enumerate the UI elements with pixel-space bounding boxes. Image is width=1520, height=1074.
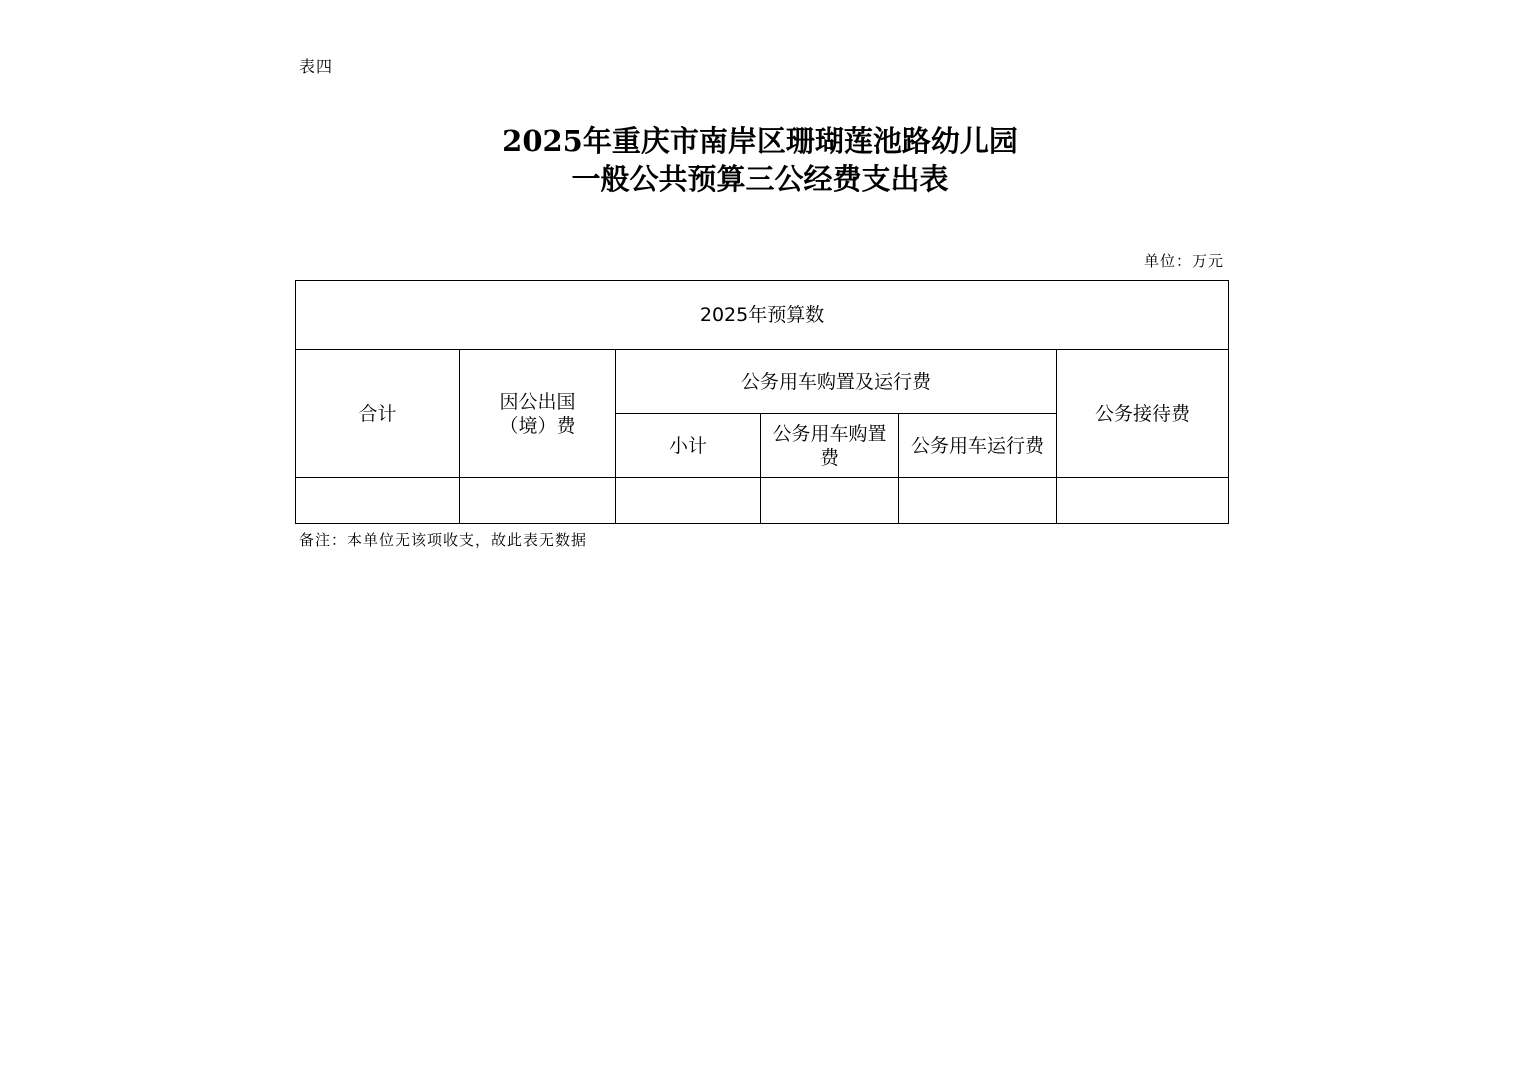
- header-budget-year: 2025年预算数: [296, 281, 1229, 350]
- header-overseas: [460, 350, 616, 478]
- header-overseas-line-2: （境）费: [499, 414, 576, 437]
- header-total: 合计: [296, 350, 460, 478]
- header-vehicle-purchase-line-1: 公务用车购置: [772, 422, 887, 445]
- cell-total: [296, 478, 460, 524]
- expense-table: [295, 280, 1229, 524]
- remark-note: 备注：本单位无该项收支，故此表无数据: [299, 531, 588, 549]
- header-vehicle-subtotal: 小计: [616, 414, 761, 478]
- page-title: [0, 122, 1520, 198]
- title-line-2: 一般公共预算三公经费支出表: [571, 162, 949, 196]
- table-row: [296, 478, 1229, 524]
- header-reception: 公务接待费: [1057, 350, 1229, 478]
- cell-overseas: [460, 478, 616, 524]
- cell-vehicle-purchase: [761, 478, 899, 524]
- header-vehicle-purchase-line-2: 费: [819, 446, 839, 469]
- header-vehicle-operation: 公务用车运行费: [899, 414, 1057, 478]
- cell-vehicle-subtotal: [616, 478, 761, 524]
- header-vehicle-purchase: [761, 414, 899, 478]
- header-overseas-line-1: 因公出国: [499, 390, 576, 413]
- cell-vehicle-operation: [899, 478, 1057, 524]
- table-number: 表四: [299, 57, 334, 76]
- title-line-1: 2025年重庆市南岸区珊瑚莲池路幼儿园: [502, 124, 1018, 158]
- unit-label: 单位：万元: [1143, 252, 1224, 270]
- cell-reception: [1057, 478, 1229, 524]
- header-vehicle-group: 公务用车购置及运行费: [616, 350, 1057, 414]
